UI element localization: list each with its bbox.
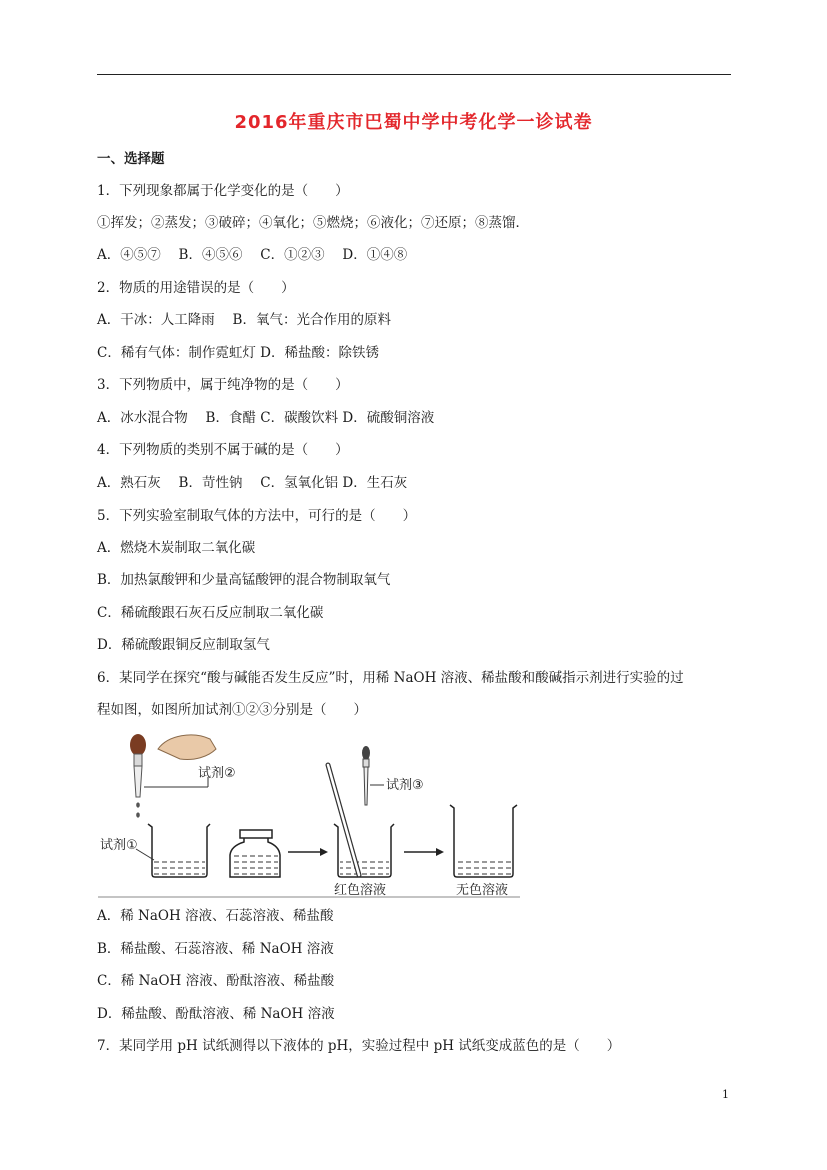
page-title: 2016年重庆市巴蜀中学中考化学一诊试卷 <box>234 112 593 133</box>
label-colorless-solution: 无色溶液 <box>456 883 509 898</box>
question-2-options-cd: C．稀有气体：制作霓虹灯 D．稀盐酸：除铁锈 <box>97 345 379 361</box>
question-5-option-c: C．稀硫酸跟石灰石反应制取二氧化碳 <box>97 605 324 621</box>
question-6-option-b: B．稀盐酸、石蕊溶液、稀 NaOH 溶液 <box>97 941 334 957</box>
question-6-option-a: A．稀 NaOH 溶液、石蕊溶液、稀盐酸 <box>97 908 334 924</box>
question-1-options: A．④⑤⑦ B．④⑤⑥ C．①②③ D．①④⑧ <box>97 247 408 263</box>
label-reagent3: 试剂③ <box>386 778 424 793</box>
question-5-option-a: A．燃烧木炭制取二氧化碳 <box>97 540 256 556</box>
beaker-1 <box>148 824 210 877</box>
header-rule <box>97 74 731 75</box>
question-3: 3．下列物质中，属于纯净物的是（ ） <box>97 377 349 393</box>
question-6-option-c: C．稀 NaOH 溶液、酚酞溶液、稀盐酸 <box>97 973 335 989</box>
question-4: 4．下列物质的类别不属于碱的是（ ） <box>97 442 349 458</box>
reagent-bottle <box>230 830 280 877</box>
question-7: 7．某同学用 pH 试纸测得以下液体的 pH，实验过程中 pH 试纸变成蓝色的是（ ） <box>97 1038 621 1054</box>
question-1-items: ①挥发；②蒸发；③破碎；④氧化；⑤燃烧；⑥液化；⑦还原；⑧蒸馏． <box>97 215 529 231</box>
label-reagent2: 试剂② <box>198 766 236 781</box>
question-6: 6．某同学在探究“酸与碱能否发生反应”时，用稀 NaOH 溶液、稀盐酸和酸碱指示剂进行实验的过 <box>97 670 684 686</box>
question-4-options: A．熟石灰 B．苛性钠 C．氢氧化铝 D．生石灰 <box>97 475 408 491</box>
label-red-solution: 红色溶液 <box>334 883 387 898</box>
question-5-option-b: B．加热氯酸钾和少量高锰酸钾的混合物制取氧气 <box>97 572 391 588</box>
question-5: 5．下列实验室制取气体的方法中，可行的是（ ） <box>97 508 417 524</box>
experiment-figure <box>98 727 520 900</box>
question-3-options: A．冰水混合物 B．食醋 C．碳酸饮料 D．硫酸铜溶液 <box>97 410 435 426</box>
beaker-3 <box>328 765 394 877</box>
question-1: 1．下列现象都属于化学变化的是（ ） <box>97 183 349 199</box>
beaker-4 <box>450 805 517 877</box>
page-number: 1 <box>722 1088 729 1101</box>
question-6-cont: 程如图，如图所加试剂①②③分别是（ ） <box>97 702 367 718</box>
question-6-option-d: D．稀盐酸、酚酞溶液、稀 NaOH 溶液 <box>97 1006 335 1022</box>
label-reagent1: 试剂① <box>100 838 138 853</box>
question-2: 2．物质的用途错误的是（ ） <box>97 280 295 296</box>
dropper-icon <box>362 746 384 805</box>
question-2-options-ab: A．干冰：人工降雨 B．氧气：光合作用的原料 <box>97 312 391 328</box>
question-5-option-d: D．稀硫酸跟铜反应制取氢气 <box>97 637 270 653</box>
section-heading: 一、选择题 <box>97 151 165 167</box>
